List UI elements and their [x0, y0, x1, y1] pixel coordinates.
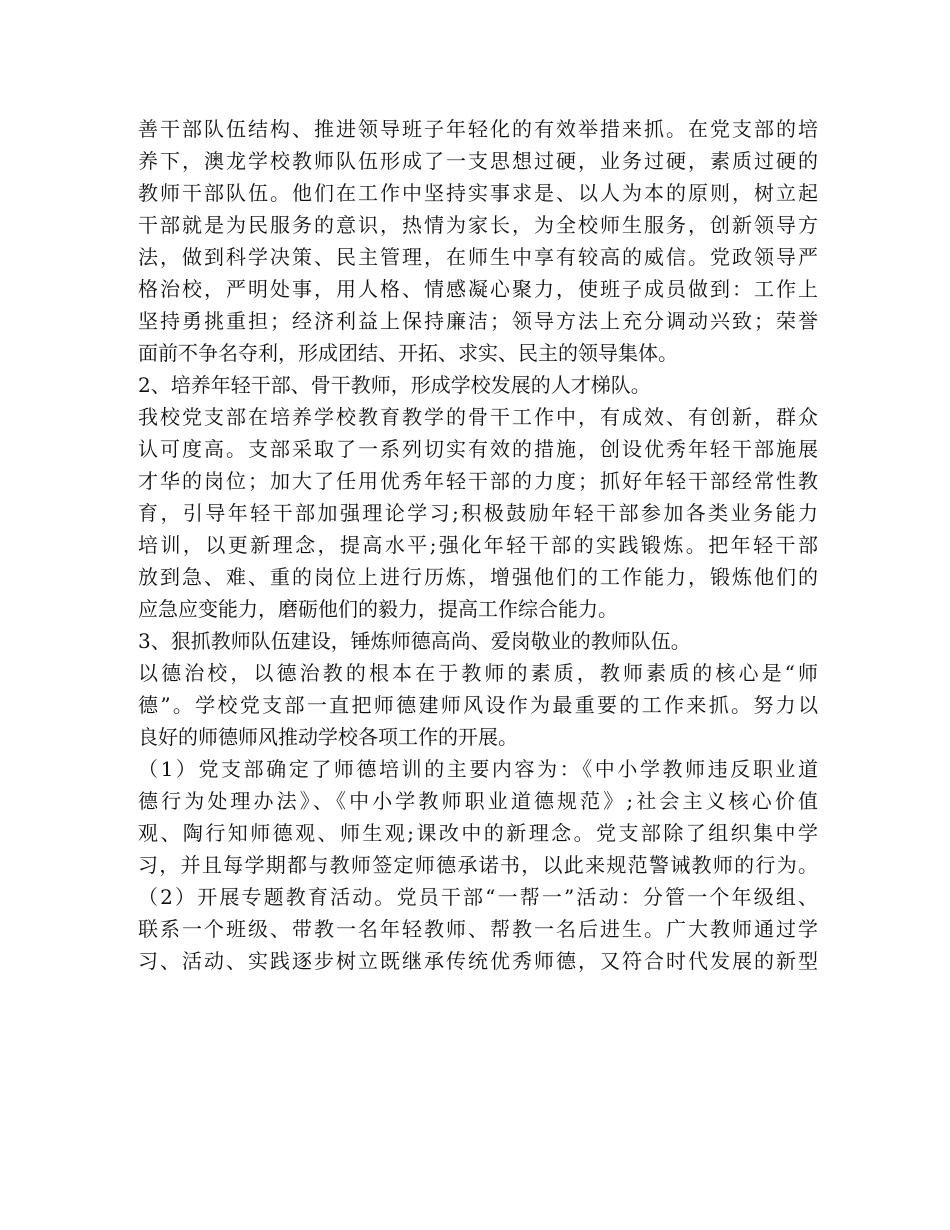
text-line: 坚持勇挑重担；经济利益上保持廉洁；领导方法上充分调动兴致；荣誉	[138, 309, 818, 333]
text-line: 习、活动、实践逐步树立既继承传统优秀师德，又符合时代发展的新型	[138, 949, 818, 973]
text-line: 干部就是为民服务的意识，热情为家长，为全校师生服务，创新领导方	[138, 213, 818, 237]
text-line: 良好的师德师风推动学校各项工作的开展。	[138, 725, 518, 749]
text-line: 我校党支部在培养学校教育教学的骨干工作中，有成效、有创新，群众	[138, 405, 818, 429]
text-line: 应急应变能力，磨砺他们的毅力，提高工作综合能力。	[138, 597, 618, 621]
text-line: 面前不争名夺利，形成团结、开拓、求实、民主的领导集体。	[138, 341, 678, 365]
body-text	[138, 113, 818, 977]
text-line: 养下，澳龙学校教师队伍形成了一支思想过硬，业务过硬，素质过硬的	[138, 149, 818, 173]
text-line: 认可度高。支部采取了一系列切实有效的措施，创设优秀年轻干部施展	[138, 437, 818, 461]
text-line: 教师干部队伍。他们在工作中坚持实事求是、以人为本的原则，树立起	[138, 181, 818, 205]
section-heading: 2、培养年轻干部、骨干教师，形成学校发展的人才梯队。	[138, 373, 651, 397]
text-line: 以德治校，以德治教的根本在于教师的素质，教师素质的核心是“师	[138, 661, 818, 685]
text-line: 放到急、难、重的岗位上进行历炼，增强他们的工作能力，锻炼他们的	[138, 565, 818, 589]
text-line: 法，做到科学决策、民主管理，在师生中享有较高的威信。党政领导严	[138, 245, 818, 269]
text-line: 习，并且每学期都与教师签定师德承诺书，以此来规范警诫教师的行为。	[138, 853, 818, 877]
section-heading: 3、狠抓教师队伍建设，锤炼师德高尚、爱岗敬业的教师队伍。	[138, 629, 691, 653]
text-line: （1）党支部确定了师德培训的主要内容为：《中小学教师违反职业道	[138, 757, 818, 781]
text-line: 才华的岗位；加大了任用优秀年轻干部的力度；抓好年轻干部经常性教	[138, 469, 818, 493]
text-line: 联系一个班级、带教一名年轻教师、帮教一名后进生。广大教师通过学	[138, 917, 818, 941]
text-line: 观、陶行知师德观、师生观;课改中的新理念。党支部除了组织集中学	[138, 821, 818, 845]
text-line: （2）开展专题教育活动。党员干部“一帮一”活动：分管一个年级组、	[138, 885, 818, 909]
text-line: 培训，以更新理念，提高水平;强化年轻干部的实践锻炼。把年轻干部	[138, 533, 818, 557]
text-line: 德行为处理办法》、《中小学教师职业道德规范》;社会主义核心价值	[138, 789, 818, 813]
text-line: 善干部队伍结构、推进领导班子年轻化的有效举措来抓。在党支部的培	[138, 117, 818, 141]
text-line: 格治校，严明处事，用人格、情感凝心聚力，使班子成员做到：工作上	[138, 277, 818, 301]
text-line: 德”。学校党支部一直把师德建师风设作为最重要的工作来抓。努力以	[138, 693, 818, 717]
text-line: 育，引导年轻干部加强理论学习;积极鼓励年轻干部参加各类业务能力	[138, 501, 818, 525]
